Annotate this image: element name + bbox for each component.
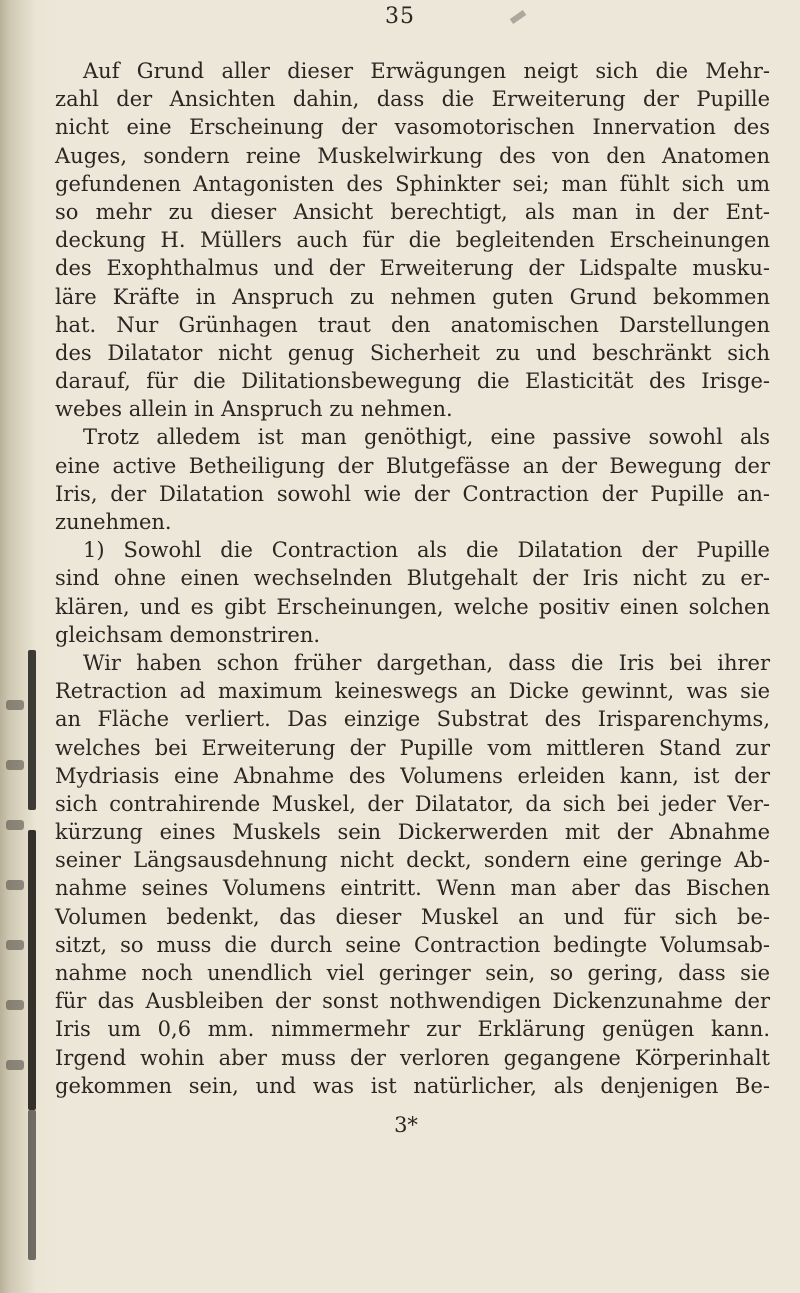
binding-band [28,830,36,1110]
text-line: Trotz alledem ist man genöthigt, eine passive sowohl als [83,425,770,450]
binding-mark [6,1060,24,1070]
text-line: des Dilatator nicht genug Sicherheit zu und beschränkt sich [55,340,770,365]
text-line: 1) Sowohl die Contraction als die Dilatation der Pupille [83,538,770,563]
text-line: nahme seines Volumens eintritt. Wenn man aber das Bischen [55,876,770,901]
book-spine-shadow [0,0,36,1293]
text-line: gleichsam demonstriren. [55,622,321,647]
binding-band [28,650,36,810]
text-line: läre Kräfte in Anspruch zu nehmen guten Grund bekommen [55,284,770,309]
text-line: nicht eine Erscheinung der vasomotorischen Innervation des [55,115,770,140]
text-line: zunehmen. [55,510,172,534]
text-line: darauf, für die Dilitationsbewegung die Elasticität des Irisge- [55,369,770,394]
text-line: gefundenen Antagonisten des Sphinkter sei; man fühlt sich um [55,171,770,196]
text-line: nahme noch unendlich viel geringer sein, so gering, dass sie [55,961,770,985]
binding-mark [6,700,24,710]
text-line: Auf Grund aller dieser Erwägungen neigt sich die Mehr- [83,59,770,83]
text-line: Iris, der Dilatation sowohl wie der Contraction der Pupille an- [55,481,770,506]
text-line: gekommen sein, und was ist natürlicher, als denjenigen Be- [55,1073,770,1098]
binding-mark [6,760,24,770]
text-line: Auges, sondern reine Muskelwirkung des von den Anatomen [55,143,770,168]
text-line: eine active Betheiligung der Blutgefässe an der Bewegung der [55,453,770,478]
text-line: sitzt, so muss die durch seine Contraction bedingte Volumsab- [55,932,770,957]
text-line: so mehr zu dieser Ansicht berechtigt, als man in der Ent- [55,199,770,224]
binding-mark [6,820,24,830]
text-line: Retraction ad maximum keineswegs an Dicke gewinnt, was sie [55,679,770,704]
signature-mark: 3* [394,1113,418,1137]
binding-mark [6,880,24,890]
text-line: an Fläche verliert. Das einzige Substrat des Irisparenchyms, [55,707,770,732]
text-line: Mydriasis eine Abnahme des Volumens erleiden kann, ist der [55,763,770,788]
text-line: klären, und es gibt Erscheinungen, welche positiv einen solchen [55,594,770,619]
text-line: deckung H. Müllers auch für die begleitenden Erscheinungen [55,228,770,253]
binding-mark [6,940,24,950]
body-text [55,57,770,1100]
text-line: sind ohne einen wechselnden Blutgehalt der Iris nicht zu er- [55,566,770,591]
text-line: für das Ausbleiben der sonst nothwendigen Dickenzunahme der [55,989,770,1014]
page-number: 35 [385,4,415,29]
text-line: seiner Längsausdehnung nicht deckt, sondern eine geringe Ab- [55,848,770,873]
text-line: webes allein in Anspruch zu nehmen. [55,397,453,422]
text-line: hat. Nur Grünhagen traut den anatomischen Darstellungen [55,312,770,337]
text-line: Iris um 0,6 mm. nimmermehr zur Erklärung genügen kann. [55,1017,770,1042]
text-line: des Exophthalmus und der Erweiterung der Lidspalte musku- [55,256,770,281]
text-line: zahl der Ansichten dahin, dass die Erweiterung der Pupille [55,87,770,112]
binding-mark [6,1000,24,1010]
text-line: kürzung eines Muskels sein Dickerwerden mit der Abnahme [55,820,770,845]
text-line: sich contrahirende Muskel, der Dilatator, da sich bei jeder Ver- [55,791,770,816]
text-line: welches bei Erweiterung der Pupille vom mittleren Stand zur [55,735,770,760]
text-line: Irgend wohin aber muss der verloren gegangene Körperinhalt [55,1045,770,1070]
text-line: Wir haben schon früher dargethan, dass die Iris bei ihrer [83,650,770,675]
text-line: Volumen bedenkt, das dieser Muskel an und für sich be- [55,904,770,929]
